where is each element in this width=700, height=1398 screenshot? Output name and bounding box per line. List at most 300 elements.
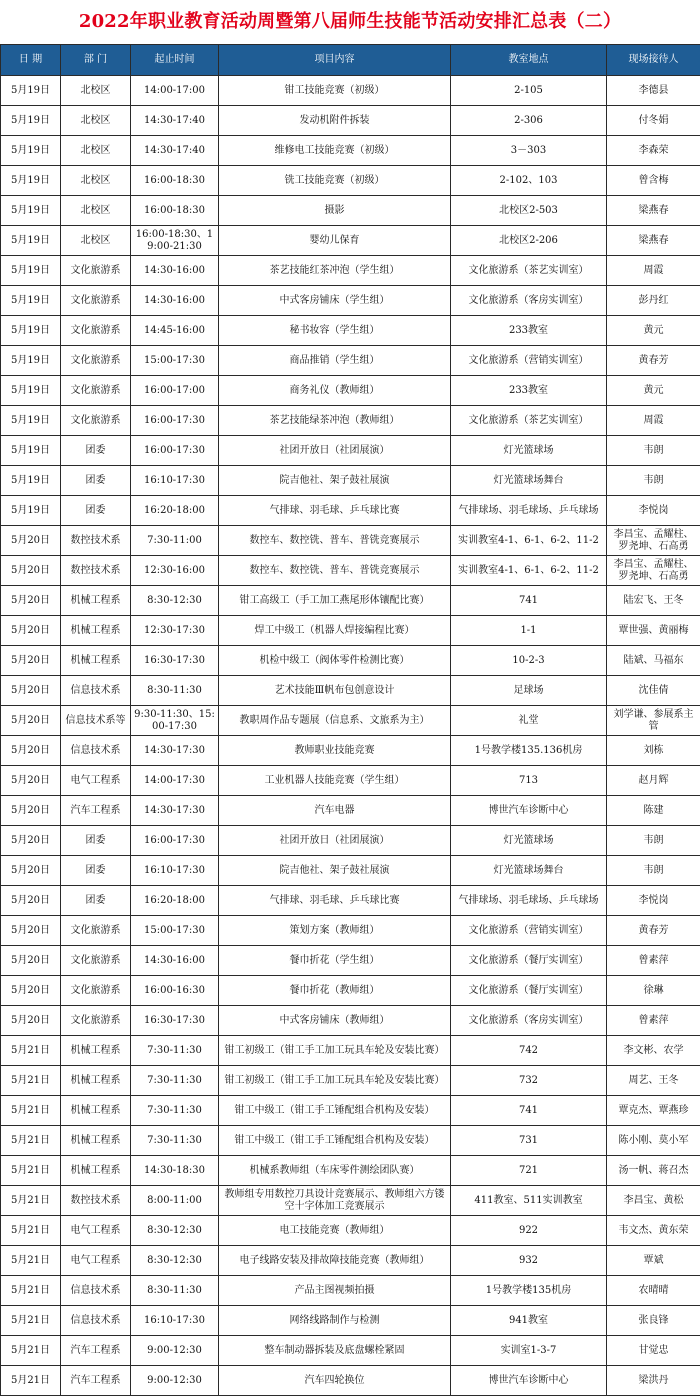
cell-dept: 机械工程系 — [61, 646, 131, 676]
cell-time: 7:30-11:30 — [131, 1126, 219, 1156]
cell-room: 10-2-3 — [451, 646, 607, 676]
cell-room: 博世汽车诊断中心 — [451, 796, 607, 826]
cell-host: 周霞 — [607, 406, 700, 436]
cell-room: 气排球场、羽毛球场、乒乓球场 — [451, 496, 607, 526]
cell-date: 5月19日 — [1, 436, 61, 466]
cell-host: 张良锋 — [607, 1306, 700, 1336]
cell-time: 16:00-17:30 — [131, 406, 219, 436]
cell-host: 陈建 — [607, 796, 700, 826]
cell-host: 覃斌 — [607, 1246, 700, 1276]
cell-room: 411教室、511实训教室 — [451, 1186, 607, 1216]
cell-item: 汽车四轮换位 — [219, 1366, 451, 1396]
cell-item: 婴幼儿保育 — [219, 226, 451, 256]
table-row — [1, 496, 700, 526]
table-row — [1, 1246, 700, 1276]
header-host: 现场接待人 — [607, 45, 700, 76]
cell-time: 16:00-18:30、19:00-21:30 — [131, 226, 219, 256]
cell-host: 韦文杰、黄东荣 — [607, 1216, 700, 1246]
cell-time: 8:30-12:30 — [131, 586, 219, 616]
cell-room: 721 — [451, 1156, 607, 1186]
cell-time: 7:30-11:30 — [131, 1096, 219, 1126]
cell-date: 5月19日 — [1, 256, 61, 286]
cell-dept: 汽车工程系 — [61, 1336, 131, 1366]
cell-item: 气排球、羽毛球、乒乓球比赛 — [219, 886, 451, 916]
cell-date: 5月19日 — [1, 346, 61, 376]
cell-time: 16:30-17:30 — [131, 1006, 219, 1036]
cell-item: 商务礼仪（教师组） — [219, 376, 451, 406]
table-row — [1, 316, 700, 346]
cell-item: 中式客房铺床（学生组） — [219, 286, 451, 316]
table-row — [1, 1006, 700, 1036]
cell-host: 李昌宝、孟耀柱、罗尧坤、石高勇 — [607, 526, 700, 556]
cell-date: 5月20日 — [1, 826, 61, 856]
cell-time: 14:30-16:00 — [131, 286, 219, 316]
cell-dept: 团委 — [61, 886, 131, 916]
cell-item: 餐巾折花（教师组） — [219, 976, 451, 1006]
cell-time: 14:00-17:00 — [131, 76, 219, 106]
header-date: 日 期 — [1, 45, 61, 76]
cell-item: 钳工初级工（钳工手工加工玩具车轮及安装比赛） — [219, 1036, 451, 1066]
table-row — [1, 646, 700, 676]
table-row — [1, 526, 700, 556]
cell-dept: 数控技术系 — [61, 1186, 131, 1216]
cell-room: 实训教室4-1、6-1、6-2、11-2 — [451, 556, 607, 586]
cell-dept: 团委 — [61, 826, 131, 856]
cell-host: 黄春芳 — [607, 346, 700, 376]
cell-item: 艺术技能Ⅲ帆布包创意设计 — [219, 676, 451, 706]
cell-date: 5月21日 — [1, 1246, 61, 1276]
table-row — [1, 946, 700, 976]
cell-item: 院吉他社、架子鼓社展演 — [219, 466, 451, 496]
cell-room: 足球场 — [451, 676, 607, 706]
cell-date: 5月20日 — [1, 766, 61, 796]
cell-host: 李悦岗 — [607, 886, 700, 916]
cell-room: 1-1 — [451, 616, 607, 646]
table-row — [1, 76, 700, 106]
cell-room: 732 — [451, 1066, 607, 1096]
cell-dept: 机械工程系 — [61, 586, 131, 616]
cell-host: 彭丹红 — [607, 286, 700, 316]
table-row — [1, 586, 700, 616]
cell-dept: 机械工程系 — [61, 616, 131, 646]
cell-date: 5月20日 — [1, 736, 61, 766]
cell-room: 实训室1-3-7 — [451, 1336, 607, 1366]
cell-dept: 文化旅游系 — [61, 406, 131, 436]
cell-time: 14:30-16:00 — [131, 256, 219, 286]
table-row — [1, 256, 700, 286]
cell-item: 钳工中级工（钳工手工锤配组合机构及安装） — [219, 1096, 451, 1126]
cell-time: 9:00-12:30 — [131, 1366, 219, 1396]
cell-date: 5月19日 — [1, 136, 61, 166]
table-row — [1, 286, 700, 316]
cell-host: 刘栋 — [607, 736, 700, 766]
cell-time: 16:00-18:30 — [131, 166, 219, 196]
cell-date: 5月19日 — [1, 406, 61, 436]
cell-time: 7:30-11:00 — [131, 526, 219, 556]
cell-time: 14:30-16:00 — [131, 946, 219, 976]
cell-host: 甘觉忠 — [607, 1336, 700, 1366]
cell-date: 5月19日 — [1, 166, 61, 196]
cell-item: 电工技能竞赛（教师组） — [219, 1216, 451, 1246]
cell-time: 8:30-12:30 — [131, 1246, 219, 1276]
cell-time: 16:10-17:30 — [131, 856, 219, 886]
cell-host: 曾素萍 — [607, 946, 700, 976]
cell-dept: 电气工程系 — [61, 1216, 131, 1246]
cell-room: 文化旅游系（客房实训室） — [451, 1006, 607, 1036]
cell-date: 5月19日 — [1, 76, 61, 106]
cell-room: 233教室 — [451, 316, 607, 346]
cell-time: 14:30-17:40 — [131, 106, 219, 136]
cell-host: 周艺、王冬 — [607, 1066, 700, 1096]
schedule-table — [0, 44, 700, 1396]
cell-time: 14:45-16:00 — [131, 316, 219, 346]
cell-item: 社团开放日（社团展演） — [219, 436, 451, 466]
table-row — [1, 1126, 700, 1156]
cell-item: 教师组专用数控刀具设计竞赛展示、教师组六方镂空十字体加工竞赛展示 — [219, 1186, 451, 1216]
cell-dept: 北校区 — [61, 196, 131, 226]
cell-host: 覃世强、黄丽梅 — [607, 616, 700, 646]
cell-room: 北校区2-206 — [451, 226, 607, 256]
table-row — [1, 376, 700, 406]
table-row — [1, 436, 700, 466]
cell-dept: 团委 — [61, 496, 131, 526]
cell-dept: 机械工程系 — [61, 1036, 131, 1066]
cell-time: 9:00-12:30 — [131, 1336, 219, 1366]
cell-room: 文化旅游系（客房实训室） — [451, 286, 607, 316]
cell-room: 文化旅游系（茶艺实训室） — [451, 406, 607, 436]
cell-time: 7:30-11:30 — [131, 1036, 219, 1066]
cell-room: 932 — [451, 1246, 607, 1276]
cell-dept: 文化旅游系 — [61, 376, 131, 406]
table-row — [1, 1216, 700, 1246]
cell-date: 5月20日 — [1, 526, 61, 556]
cell-date: 5月21日 — [1, 1096, 61, 1126]
cell-time: 16:10-17:30 — [131, 1306, 219, 1336]
cell-host: 韦朗 — [607, 826, 700, 856]
cell-dept: 信息技术系 — [61, 1306, 131, 1336]
cell-host: 付冬娟 — [607, 106, 700, 136]
cell-host: 梁燕春 — [607, 226, 700, 256]
cell-time: 14:30-18:30 — [131, 1156, 219, 1186]
cell-item: 茶艺技能绿茶冲泡（教师组） — [219, 406, 451, 436]
cell-item: 社团开放日（社团展演） — [219, 826, 451, 856]
cell-item: 工业机器人技能竞赛（学生组） — [219, 766, 451, 796]
cell-date: 5月21日 — [1, 1066, 61, 1096]
cell-time: 15:00-17:30 — [131, 346, 219, 376]
cell-dept: 电气工程系 — [61, 1246, 131, 1276]
cell-dept: 信息技术系 — [61, 736, 131, 766]
cell-time: 14:30-17:40 — [131, 136, 219, 166]
cell-time: 16:00-18:30 — [131, 196, 219, 226]
cell-room: 文化旅游系（营销实训室） — [451, 346, 607, 376]
cell-date: 5月20日 — [1, 556, 61, 586]
table-row — [1, 166, 700, 196]
cell-time: 16:00-16:30 — [131, 976, 219, 1006]
cell-time: 14:00-17:30 — [131, 766, 219, 796]
cell-item: 产品主图视频拍摄 — [219, 1276, 451, 1306]
cell-item: 数控车、数控铣、普车、普铣竞赛展示 — [219, 556, 451, 586]
table-row — [1, 766, 700, 796]
table-row — [1, 616, 700, 646]
cell-date: 5月20日 — [1, 1006, 61, 1036]
cell-date: 5月21日 — [1, 1126, 61, 1156]
cell-item: 整车制动器拆装及底盘螺栓紧固 — [219, 1336, 451, 1366]
cell-room: 实训教室4-1、6-1、6-2、11-2 — [451, 526, 607, 556]
cell-host: 周霞 — [607, 256, 700, 286]
cell-dept: 团委 — [61, 856, 131, 886]
cell-time: 16:20-18:00 — [131, 496, 219, 526]
cell-date: 5月19日 — [1, 226, 61, 256]
cell-item: 餐巾折花（学生组） — [219, 946, 451, 976]
cell-dept: 文化旅游系 — [61, 286, 131, 316]
table-row — [1, 886, 700, 916]
cell-host: 韦朗 — [607, 856, 700, 886]
table-row — [1, 1096, 700, 1126]
cell-room: 文化旅游系（茶艺实训室） — [451, 256, 607, 286]
cell-room: 2-306 — [451, 106, 607, 136]
cell-item: 机械系教师组（车床零件测绘团队赛） — [219, 1156, 451, 1186]
cell-dept: 团委 — [61, 436, 131, 466]
cell-time: 12:30-16:00 — [131, 556, 219, 586]
cell-date: 5月19日 — [1, 466, 61, 496]
cell-item: 教师职业技能竞赛 — [219, 736, 451, 766]
cell-date: 5月20日 — [1, 976, 61, 1006]
cell-room: 博世汽车诊断中心 — [451, 1366, 607, 1396]
table-row — [1, 1186, 700, 1216]
cell-room: 2-102、103 — [451, 166, 607, 196]
cell-time: 7:30-11:30 — [131, 1066, 219, 1096]
cell-room: 灯光篮球场 — [451, 436, 607, 466]
cell-room: 922 — [451, 1216, 607, 1246]
cell-host: 汤一帆、蒋召杰 — [607, 1156, 700, 1186]
cell-host: 梁燕春 — [607, 196, 700, 226]
cell-room: 文化旅游系（餐厅实训室） — [451, 946, 607, 976]
cell-date: 5月19日 — [1, 196, 61, 226]
cell-host: 徐琳 — [607, 976, 700, 1006]
cell-item: 焊工中级工（机器人焊接编程比赛） — [219, 616, 451, 646]
cell-room: 941教室 — [451, 1306, 607, 1336]
header-time: 起止时间 — [131, 45, 219, 76]
cell-item: 机检中级工（阀体零件检测比赛） — [219, 646, 451, 676]
cell-date: 5月21日 — [1, 1366, 61, 1396]
table-row — [1, 106, 700, 136]
cell-date: 5月20日 — [1, 586, 61, 616]
table-row — [1, 1336, 700, 1366]
cell-host: 陈小刚、莫小军 — [607, 1126, 700, 1156]
cell-item: 院吉他社、架子鼓社展演 — [219, 856, 451, 886]
cell-dept: 电气工程系 — [61, 766, 131, 796]
cell-room: 2-105 — [451, 76, 607, 106]
cell-item: 铣工技能竞赛（初级） — [219, 166, 451, 196]
cell-date: 5月20日 — [1, 706, 61, 736]
cell-host: 曾素萍 — [607, 1006, 700, 1036]
cell-time: 8:30-11:30 — [131, 1276, 219, 1306]
cell-host: 韦朗 — [607, 436, 700, 466]
cell-date: 5月20日 — [1, 946, 61, 976]
cell-host: 李德县 — [607, 76, 700, 106]
cell-host: 韦朗 — [607, 466, 700, 496]
cell-room: 1号教学楼135机房 — [451, 1276, 607, 1306]
table-row — [1, 736, 700, 766]
cell-dept: 文化旅游系 — [61, 976, 131, 1006]
cell-item: 网络线路制作与检测 — [219, 1306, 451, 1336]
table-row — [1, 856, 700, 886]
table-row — [1, 136, 700, 166]
table-row — [1, 676, 700, 706]
table-row — [1, 1036, 700, 1066]
table-row — [1, 1066, 700, 1096]
cell-item: 商品推销（学生组） — [219, 346, 451, 376]
cell-room: 北校区2-503 — [451, 196, 607, 226]
cell-dept: 北校区 — [61, 106, 131, 136]
cell-date: 5月21日 — [1, 1306, 61, 1336]
header-dept: 部 门 — [61, 45, 131, 76]
cell-dept: 机械工程系 — [61, 1096, 131, 1126]
cell-item: 钳工初级工（钳工手工加工玩具车轮及安装比赛） — [219, 1066, 451, 1096]
cell-item: 教职周作品专题展（信息系、文旅系为主） — [219, 706, 451, 736]
cell-time: 8:30-11:30 — [131, 676, 219, 706]
cell-time: 14:30-17:30 — [131, 796, 219, 826]
cell-date: 5月20日 — [1, 676, 61, 706]
cell-time: 15:00-17:30 — [131, 916, 219, 946]
page-title: 2022年职业教育活动周暨第八届师生技能节活动安排汇总表（二） — [78, 11, 622, 32]
cell-room: 713 — [451, 766, 607, 796]
header-room: 教室地点 — [451, 45, 607, 76]
cell-dept: 文化旅游系 — [61, 316, 131, 346]
cell-item: 中式客房铺床（教师组） — [219, 1006, 451, 1036]
cell-date: 5月21日 — [1, 1186, 61, 1216]
table-row — [1, 706, 700, 736]
cell-dept: 数控技术系 — [61, 526, 131, 556]
table-row — [1, 916, 700, 946]
cell-item: 发动机附件拆装 — [219, 106, 451, 136]
cell-item: 策划方案（教师组） — [219, 916, 451, 946]
cell-room: 礼堂 — [451, 706, 607, 736]
table-row — [1, 406, 700, 436]
table-row — [1, 556, 700, 586]
cell-host: 梁洪丹 — [607, 1366, 700, 1396]
cell-date: 5月20日 — [1, 916, 61, 946]
cell-dept: 文化旅游系 — [61, 256, 131, 286]
cell-time: 16:30-17:30 — [131, 646, 219, 676]
cell-host: 李悦岗 — [607, 496, 700, 526]
cell-room: 3－303 — [451, 136, 607, 166]
cell-dept: 文化旅游系 — [61, 946, 131, 976]
cell-time: 8:30-12:30 — [131, 1216, 219, 1246]
cell-date: 5月19日 — [1, 316, 61, 346]
cell-time: 16:00-17:30 — [131, 826, 219, 856]
cell-host: 农晴晴 — [607, 1276, 700, 1306]
table-row — [1, 976, 700, 1006]
cell-dept: 文化旅游系 — [61, 1006, 131, 1036]
cell-date: 5月20日 — [1, 646, 61, 676]
cell-item: 电子线路安装及排故障技能竞赛（教师组） — [219, 1246, 451, 1276]
cell-dept: 文化旅游系 — [61, 916, 131, 946]
cell-time: 16:00-17:00 — [131, 376, 219, 406]
cell-room: 文化旅游系（餐厅实训室） — [451, 976, 607, 1006]
cell-item: 钳工中级工（钳工手工锤配组合机构及安装） — [219, 1126, 451, 1156]
cell-item: 钳工技能竞赛（初级） — [219, 76, 451, 106]
cell-room: 灯光篮球场 — [451, 826, 607, 856]
cell-date: 5月20日 — [1, 616, 61, 646]
table-row — [1, 466, 700, 496]
cell-item: 钳工高级工（手工加工燕尾形体镶配比赛） — [219, 586, 451, 616]
cell-host: 刘学谦、参展系主管 — [607, 706, 700, 736]
cell-time: 16:20-18:00 — [131, 886, 219, 916]
table-row — [1, 796, 700, 826]
table-row — [1, 826, 700, 856]
cell-date: 5月20日 — [1, 796, 61, 826]
cell-item: 气排球、羽毛球、乒乓球比赛 — [219, 496, 451, 526]
cell-host: 李昌宝、黄松 — [607, 1186, 700, 1216]
cell-item: 秘书妆容（学生组） — [219, 316, 451, 346]
table-row — [1, 196, 700, 226]
table-row — [1, 1306, 700, 1336]
cell-room: 灯光篮球场舞台 — [451, 856, 607, 886]
cell-room: 气排球场、羽毛球场、乒乓球场 — [451, 886, 607, 916]
cell-date: 5月19日 — [1, 106, 61, 136]
cell-dept: 机械工程系 — [61, 1156, 131, 1186]
header-item: 项目内容 — [219, 45, 451, 76]
cell-time: 12:30-17:30 — [131, 616, 219, 646]
cell-host: 黄元 — [607, 316, 700, 346]
cell-host: 李森荣 — [607, 136, 700, 166]
cell-date: 5月21日 — [1, 1336, 61, 1366]
cell-dept: 北校区 — [61, 226, 131, 256]
cell-date: 5月20日 — [1, 886, 61, 916]
cell-host: 陆斌、马福东 — [607, 646, 700, 676]
cell-time: 16:00-17:30 — [131, 436, 219, 466]
table-row — [1, 1276, 700, 1306]
cell-dept: 团委 — [61, 466, 131, 496]
cell-item: 汽车电器 — [219, 796, 451, 826]
cell-dept: 数控技术系 — [61, 556, 131, 586]
cell-room: 742 — [451, 1036, 607, 1066]
table-row — [1, 346, 700, 376]
cell-room: 731 — [451, 1126, 607, 1156]
cell-host: 覃克杰、覃燕珍 — [607, 1096, 700, 1126]
table-row — [1, 1156, 700, 1186]
cell-time: 8:00-11:00 — [131, 1186, 219, 1216]
cell-date: 5月19日 — [1, 286, 61, 316]
cell-room: 741 — [451, 1096, 607, 1126]
cell-dept: 信息技术系 — [61, 676, 131, 706]
table-body — [1, 76, 700, 1396]
cell-dept: 机械工程系 — [61, 1066, 131, 1096]
cell-dept: 汽车工程系 — [61, 796, 131, 826]
cell-item: 数控车、数控铣、普车、普铣竞赛展示 — [219, 526, 451, 556]
cell-date: 5月19日 — [1, 496, 61, 526]
cell-dept: 北校区 — [61, 136, 131, 166]
cell-host: 曾含梅 — [607, 166, 700, 196]
cell-host: 黄春芳 — [607, 916, 700, 946]
cell-date: 5月21日 — [1, 1276, 61, 1306]
cell-time: 16:10-17:30 — [131, 466, 219, 496]
cell-host: 黄元 — [607, 376, 700, 406]
cell-dept: 北校区 — [61, 76, 131, 106]
cell-host: 赵月辉 — [607, 766, 700, 796]
cell-dept: 信息技术系 — [61, 1276, 131, 1306]
table-row — [1, 1366, 700, 1396]
cell-date: 5月21日 — [1, 1216, 61, 1246]
cell-dept: 机械工程系 — [61, 1126, 131, 1156]
cell-date: 5月20日 — [1, 856, 61, 886]
cell-dept: 信息技术系等 — [61, 706, 131, 736]
cell-host: 陆宏飞、王冬 — [607, 586, 700, 616]
cell-room: 741 — [451, 586, 607, 616]
cell-room: 1号教学楼135.136机房 — [451, 736, 607, 766]
cell-time: 9:30-11:30、15:00-17:30 — [131, 706, 219, 736]
